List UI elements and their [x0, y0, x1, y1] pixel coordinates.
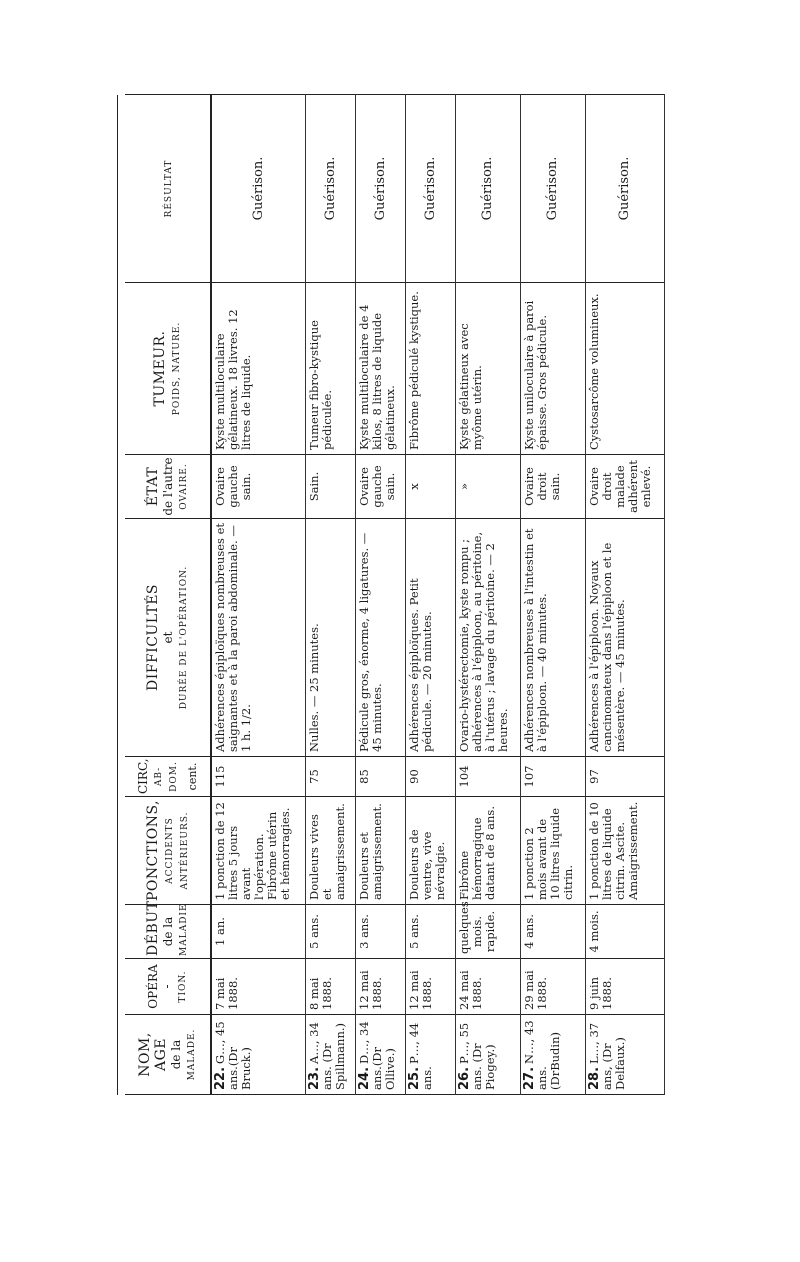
cell-resultat: Guérison. — [211, 95, 306, 283]
header-ponctions: PONCTIONS, ACCIDENTS ANTÉRIEURS. — [125, 797, 211, 905]
cell-ponctions: 1 ponction de 10 litres de liquide citrin. Ascite. Amaigrissement. — [585, 797, 665, 905]
cell-circ: 115 — [211, 757, 306, 797]
cell-name: 23.A…, 34 ans. (Dr Spillmann.) — [306, 1015, 356, 1095]
cell-name: 28.L…, 37 ans, (Dr Delfaux.) — [585, 1015, 665, 1095]
cell-tumeur: Kyste uniloculaire à paroi épaisse. Gros pédicule. — [520, 283, 585, 455]
cell-operation: 8 mai 1888. — [306, 959, 356, 1015]
cell-tumeur: Kyste multiloculaire gélatineux. 18 livres. 12 litres de liquide. — [211, 283, 306, 455]
cell-difficultes: Adhérences à l'épiploon. Noyaux cancinomateux dans l'épiploon et le mésentère. — 45 minutes. — [585, 519, 665, 757]
cell-name: 22.G…, 45 ans.(Dr Bruck.) — [211, 1015, 306, 1095]
header-name: NOM, AGE de la MALADE. — [125, 1015, 211, 1095]
clinical-table — [125, 94, 665, 1095]
cell-name: 24.D…, 34 ans.(Dr Ollive.) — [356, 1015, 406, 1095]
cell-name: 25.P…, 44 ans. — [406, 1015, 456, 1095]
cell-difficultes: Adhérences nombreuses à l'intestin et à l'épiploon. — 40 minutes. — [520, 519, 585, 757]
cell-etat: » — [456, 455, 521, 519]
cell-operation: 29 mai 1888. — [520, 959, 585, 1015]
cell-tumeur: Tumeur fibro-kystique pédiculée. — [306, 283, 356, 455]
cell-etat: Ovaire gauche sain. — [356, 455, 406, 519]
cell-ponctions: Douleurs et amaigrissement. — [356, 797, 406, 905]
table-row — [306, 95, 356, 1095]
cell-ponctions: Fibrôme hémorragique datant de 8 ans. — [456, 797, 521, 905]
cell-difficultes: Ovario-hystérectomie, kyste rompu ; adhérences à l'épiploon, au péritoine, à l'utérus ; lavage du péritoine. — 2 heures. — [456, 519, 521, 757]
cell-tumeur: Fibrôme pédiculé kystique. — [406, 283, 456, 455]
table-row — [211, 95, 306, 1095]
cell-circ: 107 — [520, 757, 585, 797]
cell-circ: 85 — [356, 757, 406, 797]
cell-resultat: Guérison. — [520, 95, 585, 283]
cell-circ: 75 — [306, 757, 356, 797]
rotated-table-sheet — [125, 95, 665, 1095]
cell-etat: Ovaire droit sain. — [520, 455, 585, 519]
cell-difficultes: Adhérences épiploïques. Petit pédicule. — 20 minutes. — [406, 519, 456, 757]
cell-ponctions: 1 ponction 2 mois avant de 10 litres liquide citrin. — [520, 797, 585, 905]
cell-etat: Ovaire gauche sain. — [211, 455, 306, 519]
header-circ: CIRC, AB- DOM. cent. — [125, 757, 211, 797]
cell-name: 26.P…, 55 ans. (Dr Piogey.) — [456, 1015, 521, 1095]
cell-etat: Ovaire droit malade adhérent enlevé. — [585, 455, 665, 519]
cell-resultat: Guérison. — [585, 95, 665, 283]
cell-resultat: Guérison. — [356, 95, 406, 283]
cell-debut: 5 ans. — [306, 905, 356, 959]
cell-difficultes: Nulles. — 25 minutes. — [306, 519, 356, 757]
table-row — [406, 95, 456, 1095]
cell-tumeur: Kyste multiloculaire de 4 kilos, 8 litres de liquide gélatineux. — [356, 283, 406, 455]
cell-difficultes: Adhérences épiploïques nombreuses et saignantes et à la paroi abdominale. — 1 h. 1/2. — [211, 519, 306, 757]
cell-ponctions: Douleurs de ventre, vive névralgie. — [406, 797, 456, 905]
cell-difficultes: Pédicule gros, énorme, 4 ligatures. — 45 minutes. — [356, 519, 406, 757]
cell-circ: 97 — [585, 757, 665, 797]
cell-debut: 4 mois. — [585, 905, 665, 959]
cell-debut: 5 ans. — [406, 905, 456, 959]
cell-tumeur: Cystosarcôme volumineux. — [585, 283, 665, 455]
cell-name: 27.N…, 43 ans. (DrBudin) — [520, 1015, 585, 1095]
cell-tumeur: Kyste gélatineux avec myôme utérin. — [456, 283, 521, 455]
header-etat: ÉTAT de l'autre OVAIRE. — [125, 455, 211, 519]
header-debut: DÉBUT de la MALADIE — [125, 905, 211, 959]
cell-etat: x — [406, 455, 456, 519]
cell-circ: 90 — [406, 757, 456, 797]
header-operation: OPÉRA - TION. — [125, 959, 211, 1015]
cell-operation: 12 mai 1888. — [356, 959, 406, 1015]
cell-debut: 1 an. — [211, 905, 306, 959]
header-difficultes: DIFFICULTÉS et DURÉE DE L'OPÉRATION. — [125, 519, 211, 757]
cell-resultat: Guérison. — [406, 95, 456, 283]
header-row — [125, 95, 211, 1095]
cell-debut: quelques mois. rapide. — [456, 905, 521, 959]
cell-circ: 104 — [456, 757, 521, 797]
cell-operation: 12 mai 1888. — [406, 959, 456, 1015]
header-resultat: RÉSULTAT — [125, 95, 211, 283]
table-row — [356, 95, 406, 1095]
cell-resultat: Guérison. — [456, 95, 521, 283]
table-row — [456, 95, 521, 1095]
table-top-rule — [117, 95, 118, 1095]
table-row — [585, 95, 665, 1095]
cell-operation: 7 mai 1888. — [211, 959, 306, 1015]
cell-resultat: Guérison. — [306, 95, 356, 283]
cell-ponctions: 1 ponction de 12 litres 5 jours avant l'opération. Fibrôme utérin et hémorragies. — [211, 797, 306, 905]
cell-operation: 24 mai 1888. — [456, 959, 521, 1015]
cell-ponctions: Douleurs vives et amaigrissement. — [306, 797, 356, 905]
cell-operation: 9 juin 1888. — [585, 959, 665, 1015]
table-row — [520, 95, 585, 1095]
cell-debut: 4 ans. — [520, 905, 585, 959]
cell-etat: Sain. — [306, 455, 356, 519]
cell-debut: 3 ans. — [356, 905, 406, 959]
header-tumeur: TUMEUR. POIDS, NATURE. — [125, 283, 211, 455]
